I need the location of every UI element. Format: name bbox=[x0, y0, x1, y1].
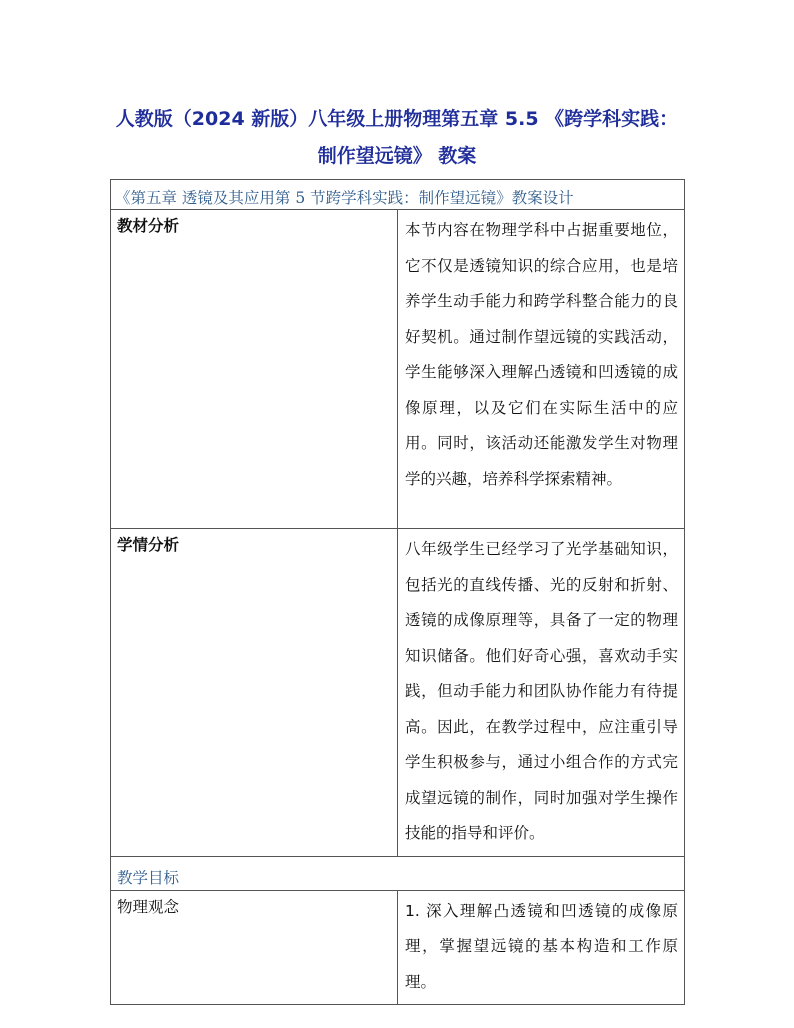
section-row bbox=[111, 856, 685, 890]
row-content-textbook-analysis: 本节内容在物理学科中占据重要地位，它不仅是透镜知识的综合应用，也是培养学生动手能力和跨学科整合能力的良好契机。通过制作望远镜的实践活动，学生能够深入理解凸透镜和凹透镜的成像原理，以及它们在实际生活中的应用。同时，该活动还能激发学生对物理学的兴趣，培养科学探索精神。 bbox=[398, 210, 685, 529]
table-row bbox=[111, 529, 685, 857]
table-header-row bbox=[111, 180, 685, 210]
row-label-physics-concept: 物理观念 bbox=[111, 890, 398, 1005]
row-content-physics-concept: 1. 深入理解凸透镜和凹透镜的成像原理，掌握望远镜的基本构造和工作原理。 bbox=[398, 890, 685, 1005]
row-content-student-analysis: 八年级学生已经学习了光学基础知识，包括光的直线传播、光的反射和折射、透镜的成像原理等，具备了一定的物理知识储备。他们好奇心强，喜欢动手实践，但动手能力和团队协作能力有待提高。因此，在教学过程中，应注重引导学生积极参与，通过小组合作的方式完成望远镜的制作，同时加强对学生操作技能的指导和评价。 bbox=[398, 529, 685, 857]
table-row bbox=[111, 210, 685, 529]
row-label-student-analysis: 学情分析 bbox=[111, 529, 398, 857]
section-heading-teaching-goals: 教学目标 bbox=[111, 856, 685, 890]
table-row bbox=[111, 890, 685, 1005]
table-header: 《第五章 透镜及其应用第 5 节跨学科实践：制作望远镜》教案设计 bbox=[111, 180, 685, 210]
row-label-textbook-analysis: 教材分析 bbox=[111, 210, 398, 529]
page-title: 人教版（2024 新版）八年级上册物理第五章 5.5 《跨学科实践：制作望远镜》 教案 bbox=[115, 108, 679, 167]
lesson-plan-table bbox=[110, 179, 685, 1005]
